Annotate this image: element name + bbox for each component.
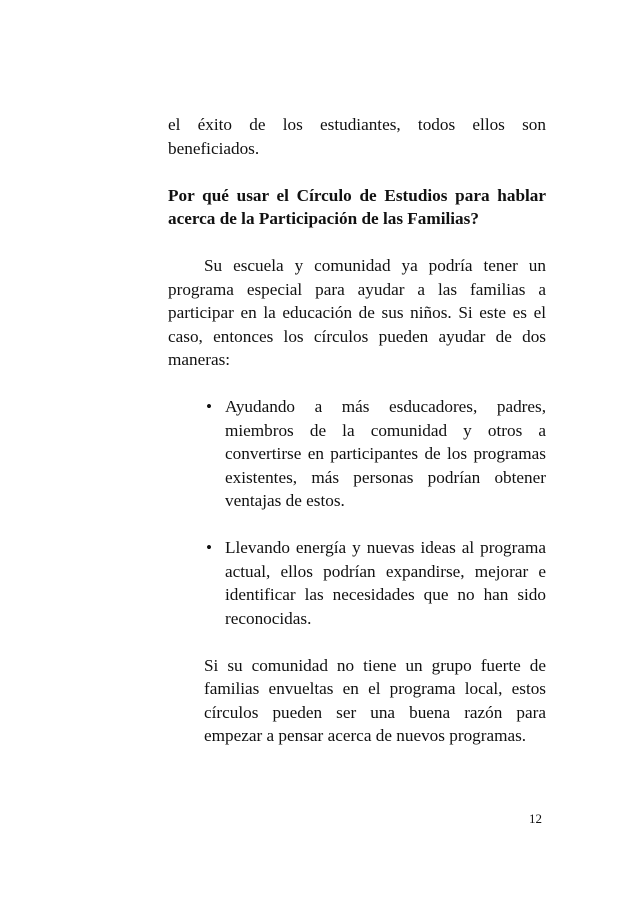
closing-paragraph: Si su comunidad no tiene un grupo fuerte de familias envueltas en el programa local, estos círculos pueden ser una buena razón para empezar a pensar acerca de nuevos programas. [204,655,546,745]
bullet-text: Ayudando a más esducadores, padres, miembros de la comunidad y otros a convertirse en participantes de los programas existentes, más personas podrían obtener ventajas de estos. [225,397,546,510]
bullet-list [168,395,546,630]
bullet-item [168,395,546,513]
continuation-paragraph: el éxito de los estudiantes, todos ellos son beneficiados. [168,115,546,158]
bullet-icon: • [206,538,213,557]
bullet-text: Llevando energía y nuevas ideas al programa actual, ellos podrían expandirse, mejorar e identificar las necesidades que no han sido reconocidas. [225,538,546,628]
intro-paragraph: Su escuela y comunidad ya podría tener un programa especial para ayudar a las familias a participar en la educación de sus niños. Si este es el caso, entonces los círculos pueden ayudar de dos maneras: [168,256,546,369]
section-heading: Por qué usar el Círculo de Estudios para hablar acerca de la Participación de las Familias? [168,185,546,228]
bullet-item [168,536,546,630]
page-body [168,113,546,748]
bullet-icon: • [206,397,213,416]
page-number: 12 [529,811,542,826]
